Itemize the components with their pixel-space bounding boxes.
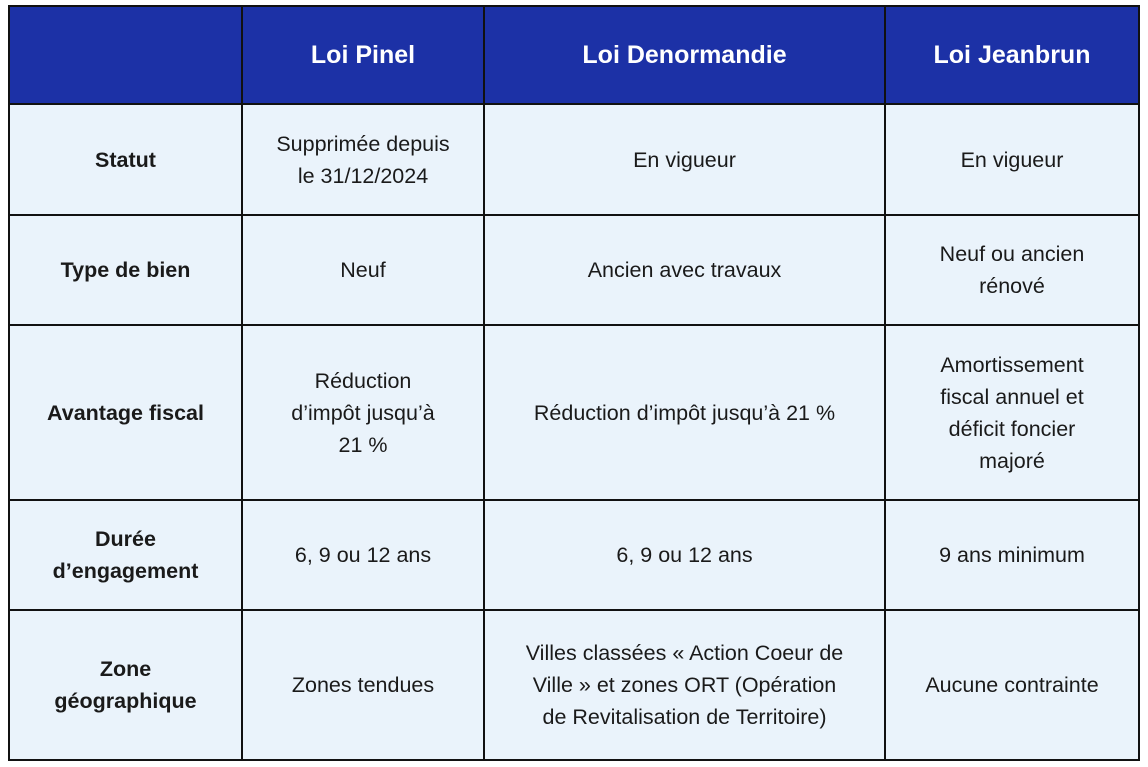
cell-pinel-type-de-bien: Neuf	[242, 215, 484, 325]
cell-pinel-zone-geographique: Zones tendues	[242, 610, 484, 760]
row-label-zone-geographique: Zone géographique	[9, 610, 242, 760]
cell-jeanbrun-statut: En vigueur	[885, 104, 1139, 215]
header-corner-cell	[9, 6, 242, 104]
cell-jeanbrun-zone-geographique: Aucune contrainte	[885, 610, 1139, 760]
row-label-type-de-bien: Type de bien	[9, 215, 242, 325]
table-row	[9, 610, 1139, 760]
cell-pinel-avantage-fiscal: Réduction d’impôt jusqu’à 21 %	[242, 325, 484, 500]
row-label-avantage-fiscal: Avantage fiscal	[9, 325, 242, 500]
table-header	[9, 6, 1139, 104]
row-label-duree-engagement: Durée d’engagement	[9, 500, 242, 610]
cell-jeanbrun-duree-engagement: 9 ans minimum	[885, 500, 1139, 610]
cell-denormandie-type-de-bien: Ancien avec travaux	[484, 215, 885, 325]
cell-pinel-statut: Supprimée depuis le 31/12/2024	[242, 104, 484, 215]
comparison-table	[8, 5, 1140, 761]
cell-denormandie-avantage-fiscal: Réduction d’impôt jusqu’à 21 %	[484, 325, 885, 500]
table-row	[9, 104, 1139, 215]
header-loi-jeanbrun: Loi Jeanbrun	[885, 6, 1139, 104]
header-loi-pinel: Loi Pinel	[242, 6, 484, 104]
cell-denormandie-duree-engagement: 6, 9 ou 12 ans	[484, 500, 885, 610]
table-body	[9, 104, 1139, 760]
header-row	[9, 6, 1139, 104]
header-loi-denormandie: Loi Denormandie	[484, 6, 885, 104]
row-label-statut: Statut	[9, 104, 242, 215]
table-row	[9, 215, 1139, 325]
cell-jeanbrun-avantage-fiscal: Amortissement fiscal annuel et déficit foncier majoré	[885, 325, 1139, 500]
cell-denormandie-statut: En vigueur	[484, 104, 885, 215]
cell-denormandie-zone-geographique: Villes classées « Action Coeur de Ville » et zones ORT (Opération de Revitalisation de Territoire)	[484, 610, 885, 760]
cell-jeanbrun-type-de-bien: Neuf ou ancien rénové	[885, 215, 1139, 325]
table-row	[9, 500, 1139, 610]
table-row	[9, 325, 1139, 500]
cell-pinel-duree-engagement: 6, 9 ou 12 ans	[242, 500, 484, 610]
